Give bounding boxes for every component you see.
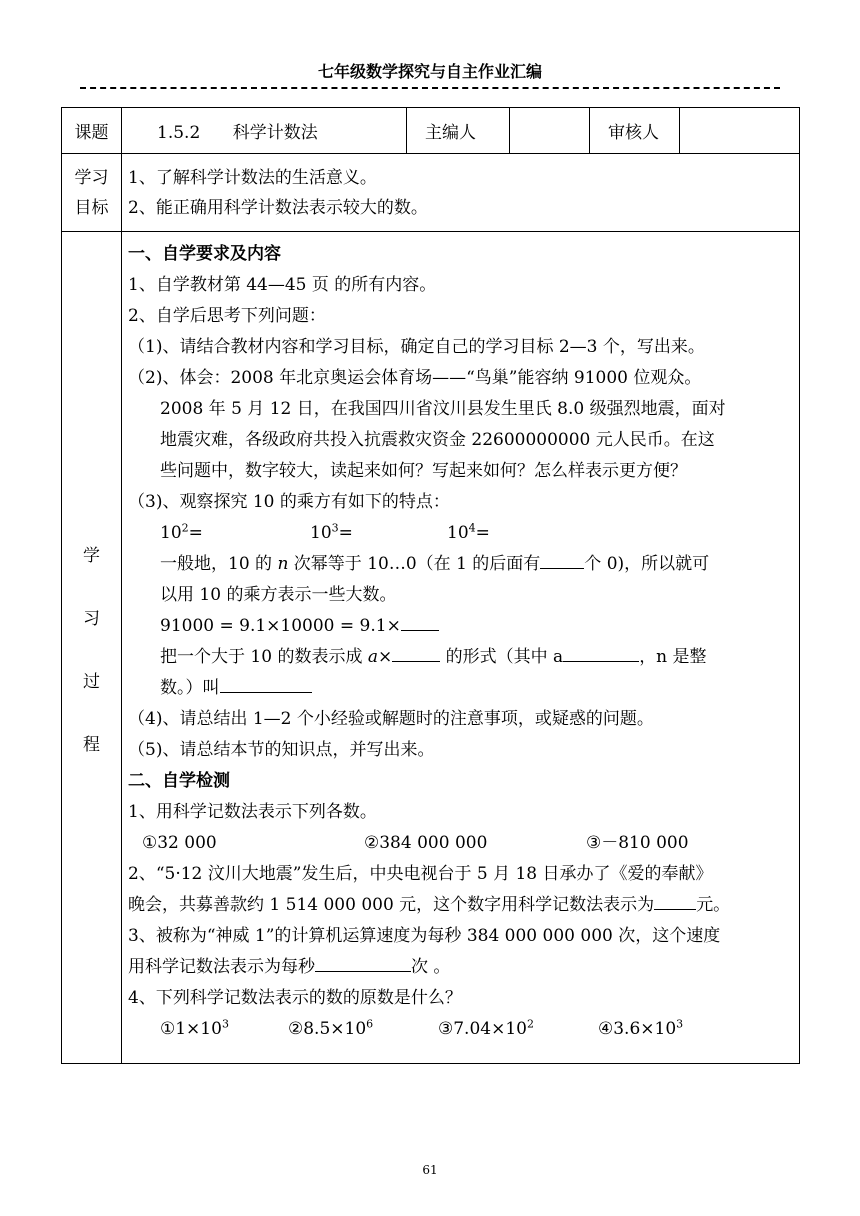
process-row — [62, 232, 800, 1064]
reviewer-label: 审核人 — [590, 108, 680, 154]
power-10-4: $10^4=$ — [447, 521, 490, 543]
definition-line1: 把一个大于 10 的数表示成 a× 的形式（其中 a ，n 是整 — [128, 642, 793, 673]
goals-row — [62, 154, 800, 232]
test-3-line1: 3、被称为“神威 1”的计算机运算速度为每秒 384 000 000 000 次，这个速度 — [128, 926, 721, 946]
test-1: 1、用科学记数法表示下列各数。 — [128, 802, 377, 822]
test-4-item: $③7.04\times 10^2$ — [438, 1017, 534, 1039]
goal-item: 2、能正确用科学计数法表示较大的数。 — [128, 197, 428, 218]
page-header-title: 七年级数学探究与自主作业汇编 — [317, 62, 542, 81]
page-number: 61 — [422, 1163, 438, 1177]
test-4: 4、下列科学记数法表示的数的原数是什么？ — [128, 988, 462, 1008]
question-1: （1)、请结合教材内容和学习目标，确定自己的学习目标 2—3 个，写出来。 — [128, 337, 705, 357]
process-label-char: 习 — [83, 608, 100, 629]
answer-blank[interactable] — [654, 891, 696, 910]
test-4-item: $①1\times 10^3$ — [160, 1017, 229, 1039]
test-4-item: $②8.5\times 10^6$ — [288, 1017, 374, 1039]
s1-item1: 1、自学教材第 44—45 页 的所有内容。 — [128, 275, 437, 295]
editor-value — [510, 108, 590, 154]
test-1-items — [128, 828, 793, 859]
goals-label-line1: 学习 — [74, 167, 109, 188]
section2-title: 二、自学检测 — [128, 771, 230, 791]
s1-item2: 2、自学后思考下列问题： — [128, 306, 326, 326]
answer-blank[interactable] — [392, 643, 440, 662]
answer-blank[interactable] — [315, 953, 411, 972]
test-1-item: ①32 000 — [142, 833, 217, 853]
table-header-row — [62, 108, 800, 154]
goal-item: 1、了解科学计数法的生活意义。 — [128, 167, 377, 188]
test-1-item: ②384 000 000 — [364, 833, 488, 853]
goals-label-line2: 目标 — [74, 197, 109, 218]
section1-title: 一、自学要求及内容 — [128, 244, 281, 264]
goals-content — [122, 154, 800, 232]
topic-number: 1.5.2 — [157, 123, 201, 143]
reviewer-value — [680, 108, 800, 154]
general-rule-line1: 一般地，10 的 n 次幂等于 10…0（在 1 的后面有 个 0)，所以就可 — [128, 549, 793, 580]
test-2-line2: 晚会，共募善款约 1 514 000 000 元，这个数字用科学记数法表示为 元。 — [128, 890, 793, 921]
process-label-char: 程 — [83, 734, 100, 755]
test-4-items — [128, 1014, 793, 1045]
power-10-3: $10^3=$ — [310, 521, 353, 543]
powers-of-ten-row — [128, 518, 793, 549]
question-2-line4: 些问题中，数字较大，读起来如何？写起来如何？怎么样表示更方便？ — [160, 461, 687, 481]
process-content — [122, 232, 800, 1064]
test-1-item: ③－810 000 — [586, 833, 689, 853]
question-2-line1: （2)、体会：2008 年北京奥运会体育场——“鸟巢”能容纳 91000 位观众。 — [128, 368, 702, 388]
general-rule-line2: 以用 10 的乘方表示一些大数。 — [160, 585, 397, 605]
test-4-item: $④3.6\times 10^3$ — [598, 1017, 684, 1039]
answer-blank[interactable] — [401, 612, 439, 631]
answer-blank[interactable] — [220, 674, 312, 693]
question-5: （5)、请总结本节的知识点，并写出来。 — [128, 740, 435, 760]
question-3: （3)、观察探究 10 的乘方有如下的特点： — [128, 492, 450, 512]
process-label-char: 学 — [83, 545, 100, 566]
question-2-line3: 地震灾难，各级政府共投入抗震救灾资金 22600000000 元人民币。在这 — [160, 430, 715, 450]
power-10-2: $10^2=$ — [160, 521, 203, 543]
test-3-line2: 用科学记数法表示为每秒 次 。 — [128, 952, 793, 983]
question-2-line2: 2008 年 5 月 12 日，在我国四川省汶川县发生里氏 8.0 级强烈地震，面对 — [160, 399, 726, 419]
topic-cell — [122, 108, 407, 154]
process-label-char: 过 — [83, 671, 100, 692]
answer-blank[interactable] — [540, 550, 584, 569]
answer-blank[interactable] — [563, 643, 639, 662]
question-4: （4)、请总结出 1—2 个小经验或解题时的注意事项，或疑惑的问题。 — [128, 709, 654, 729]
test-2-line1: 2、“5·12 汶川大地震”发生后，中央电视台于 5 月 18 日承办了《爱的奉献》 — [128, 864, 713, 884]
goals-label — [62, 154, 122, 232]
topic-label: 课题 — [62, 108, 122, 154]
header-dashed-divider — [80, 87, 780, 89]
process-label — [62, 232, 122, 1064]
topic-title: 科学计数法 — [232, 123, 318, 143]
example-equation: 91000 = 9.1×10000 = 9.1× — [128, 611, 793, 642]
worksheet-table — [61, 107, 800, 1064]
definition-line2: 数。）叫 — [128, 673, 793, 704]
editor-label: 主编人 — [407, 108, 510, 154]
